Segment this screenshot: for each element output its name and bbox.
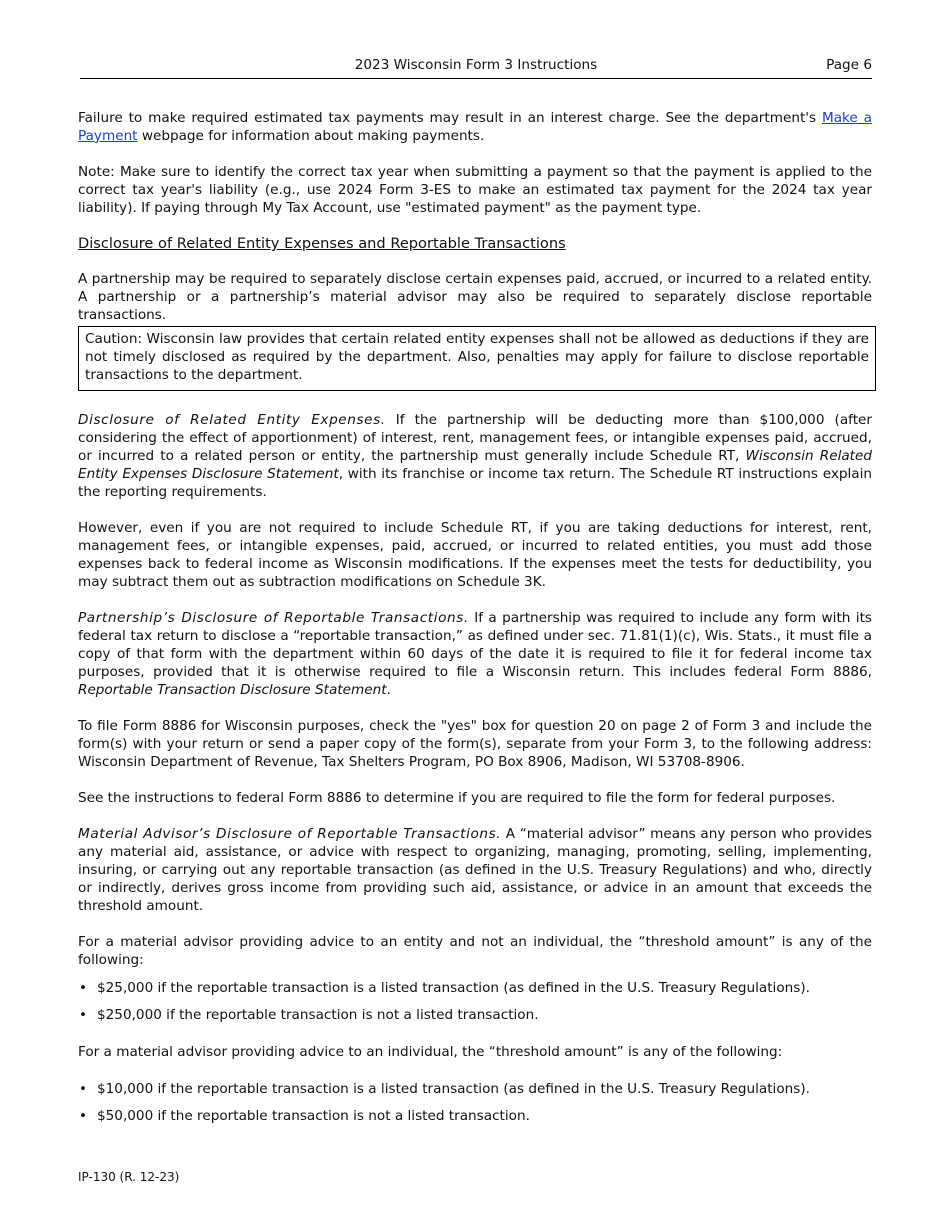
make-a-payment-link[interactable]: Make a Payment xyxy=(78,110,872,144)
material-advisor-paragraph: Material Advisor’s Disclosure of Reportable Transactions. A “material advisor” means any person who provides any material aid, assistance, or advice with respect to organizing, managing, promoting, selling, implementing, insuring, or carrying out any reportable transaction (as defined in the U.S. Treasury Regulations) and who, directly or indirectly, derives gross income from providing such aid, assistance, or advice in an amount that exceeds the threshold amount. xyxy=(78,826,872,914)
list-item: • $250,000 if the reportable transaction is not a listed transaction. xyxy=(78,1007,872,1025)
page-number: Page 6 xyxy=(826,57,872,73)
related-entity-paragraph: Disclosure of Related Entity Expenses. If the partnership will be deducting more than $100,000 (after considering the effect of apportionment) of interest, rent, management fees, or intangible expenses paid, accrued, or incurred to a related person or entity, the partnership must generally include Schedule RT, Wisconsin Related Entity Expenses Disclosure Statement, with its franchise or income tax return. The Schedule RT instructions explain the reporting requirements. xyxy=(78,412,873,500)
section-heading: Disclosure of Related Entity Expenses and Reportable Transactions xyxy=(78,235,566,252)
note-paragraph: Note: Make sure to identify the correct tax year when submitting a payment so that the payment is applied to the correct tax year's liability (e.g., use 2024 Form 3-ES to make an estimated tax payment for the 2024 tax year liability). If paying through My Tax Account, use "estimated payment" as the payment type. xyxy=(78,164,872,216)
entity-threshold-list xyxy=(78,980,872,1025)
note-label: Note: xyxy=(78,164,115,180)
see-instructions-paragraph: See the instructions to federal Form 8886 to determine if you are required to file the form for federal purposes. xyxy=(78,790,836,806)
caution-label: Caution: xyxy=(85,331,143,347)
reportable-paragraph: Partnership’s Disclosure of Reportable Transactions. If a partnership was required to include any form with its federal tax return to disclose a “reportable transaction,” as defined under sec. 71.81(1)(c), Wis. Stats., it must file a copy of that form with the department within 60 days of the date it is required to file it for federal income tax purposes, provided that it is otherwise required to file a Wisconsin return. This includes federal Form 8886, Reportable Transaction Disclosure Statement. xyxy=(78,610,872,698)
material-advisor-lead: Material Advisor’s Disclosure of Reportable Transactions. xyxy=(78,826,502,842)
individual-threshold-intro: For a material advisor providing advice to an individual, the “threshold amount” is any of the following: xyxy=(78,1044,783,1060)
section-intro: A partnership may be required to separately disclose certain expenses paid, accrued, or incurred to a related entity. A partnership or a partnership’s material advisor may also be required to separately disclose reportable transactions. xyxy=(78,271,872,323)
form-8886-paragraph: To file Form 8886 for Wisconsin purposes, check the "yes" box for question 20 on page 2 of Form 3 and include the form(s) with your return or send a paper copy of the form(s), separate from your Form 3, to the following address: Wisconsin Department of Revenue, Tax Shelters Program, PO Box 8906, Madison, WI 53708-8906. xyxy=(78,718,872,770)
related-entity-lead: Disclosure of Related Entity Expenses. xyxy=(78,412,386,428)
list-item: • $10,000 if the reportable transaction is a listed transaction (as defined in the U.S. Treasury Regulations). xyxy=(78,1081,872,1099)
caution-box: Caution: Wisconsin law provides that certain related entity expenses shall not be allowed as deductions if they are not timely disclosed as required by the department. Also, penalties may apply for failure to disclose reportable transactions to the department. xyxy=(78,326,876,391)
page-header xyxy=(80,56,872,79)
intro-paragraph: Failure to make required estimated tax payments may result in an interest charge. See the department's Make a Payment webpage for information about making payments. xyxy=(78,110,872,144)
reportable-lead: Partnership’s Disclosure of Reportable Transactions. xyxy=(78,610,469,626)
individual-threshold-list xyxy=(78,1081,872,1126)
list-item: • $25,000 if the reportable transaction is a listed transaction (as defined in the U.S. Treasury Regulations). xyxy=(78,980,872,998)
list-item: • $50,000 if the reportable transaction is not a listed transaction. xyxy=(78,1108,872,1126)
entity-threshold-intro: For a material advisor providing advice to an entity and not an individual, the “threshold amount” is any of the following: xyxy=(78,934,872,968)
however-paragraph: However, even if you are not required to include Schedule RT, if you are taking deductions for interest, rent, management fees, or intangible expenses, paid, accrued, or incurred to related entities, you must add those expenses back to federal income as Wisconsin modifications. If the expenses meet the tests for deductibility, you may subtract them out as subtraction modifications on Schedule 3K. xyxy=(78,520,872,590)
document-title: 2023 Wisconsin Form 3 Instructions xyxy=(354,57,598,73)
form-footer: IP-130 (R. 12-23) xyxy=(78,1170,180,1184)
